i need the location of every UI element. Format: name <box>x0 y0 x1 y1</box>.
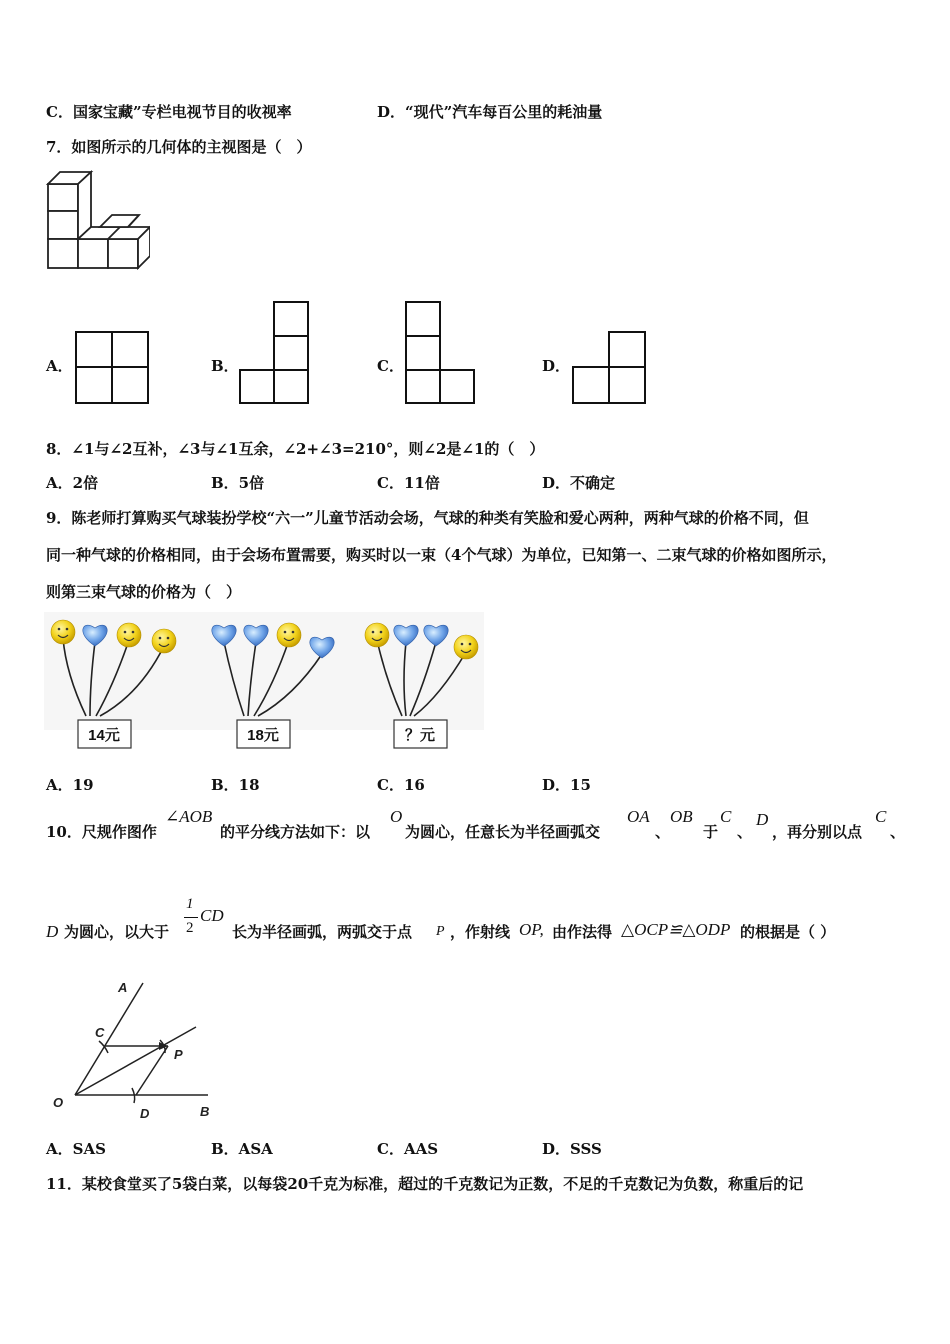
q9-balloon-figure <box>44 612 484 754</box>
q10-ray-ob: OB <box>670 807 693 826</box>
smiley-balloon <box>51 620 75 644</box>
q10-separator: 、 <box>737 823 753 841</box>
price-label: 14元 <box>88 727 120 744</box>
option-b-q8: B．5倍 <box>211 474 265 492</box>
q10-text-2: 的平分线方法如下：以 <box>220 823 371 841</box>
q10-point-d: D <box>756 810 769 829</box>
label-b: B <box>200 1104 210 1119</box>
q10-text-9: 由作法得 <box>552 923 613 941</box>
option-c-q10: C．AAS <box>377 1140 439 1158</box>
price-label: 18元 <box>247 727 279 744</box>
q10-congruence: △OCP≌△ODP <box>621 920 731 939</box>
option-c-q8: C．11倍 <box>377 474 440 492</box>
q10-fraction-denominator: 2 <box>186 920 194 936</box>
option-a-q9: A．19 <box>46 776 94 794</box>
option-d-q6: D．“现代”汽车每百公里的耗油量 <box>377 103 603 121</box>
q10-text-5: ，再分别以点 <box>772 823 863 841</box>
option-a-q10: A．SAS <box>46 1140 106 1158</box>
option-d-q8: D．不确定 <box>542 474 616 492</box>
q10-separator: 、 <box>890 823 906 841</box>
label-o: O <box>53 1095 64 1110</box>
q10-ray-op: OP, <box>519 920 544 939</box>
label-c: C <box>95 1025 105 1040</box>
label-a: A <box>118 980 128 995</box>
question-11-stem: 11．某校食堂买了5袋白菜，以每袋20千克为标准，超过的千克数记为正数，不足的千克数记为负数，称重后的记 <box>46 1175 804 1193</box>
cube-front-face <box>48 211 78 239</box>
q7-option-b-figure <box>238 300 310 405</box>
option-b-q10: B．ASA <box>211 1140 273 1158</box>
option-d-q10: D．SSS <box>542 1140 602 1158</box>
q7-option-d-figure <box>571 330 647 405</box>
q10-fraction-bar <box>184 917 198 918</box>
smiley-balloon <box>454 635 478 659</box>
q10-point-c: C <box>875 807 887 826</box>
smiley-balloon <box>365 623 389 647</box>
q10-angle-bisector-figure <box>48 975 218 1125</box>
q10-point-o: O <box>390 807 403 826</box>
q10-segment-cd: CD <box>200 906 224 925</box>
ray-oa <box>75 983 143 1095</box>
q10-text-10: 的根据是（ ） <box>740 923 836 941</box>
q7-option-a-figure <box>74 330 150 405</box>
question-7-stem: 7．如图所示的几何体的主视图是（ ） <box>46 138 312 156</box>
q10-angle-aob: ∠AOB <box>165 807 213 826</box>
option-b-q7: B． <box>211 357 239 375</box>
q10-text-4: 于 <box>703 823 719 841</box>
option-c-q6: C．国家宝藏”专栏电视节目的收视率 <box>46 103 292 121</box>
question-9-line-1: 9．陈老师打算购买气球装扮学校“六一”儿童节活动会场，气球的种类有笑脸和爱心两种，两种气球的价格不同，但 <box>46 509 809 527</box>
cube-front-face <box>48 239 78 268</box>
question-8-stem: 8．∠1与∠2互补，∠3与∠1互余，∠2+∠3=210°，则∠2是∠1的（ ） <box>46 440 545 458</box>
option-a-q8: A．2倍 <box>46 474 99 492</box>
question-9-line-3: 则第三束气球的价格为（ ） <box>46 583 242 601</box>
q7-solid-figure <box>40 165 150 275</box>
q10-ray-oa: OA <box>627 807 650 826</box>
option-a-q7: A． <box>46 357 73 375</box>
cube-front-face <box>78 239 108 268</box>
q10-separator: 、 <box>655 823 671 841</box>
q7-option-c-figure <box>404 300 476 405</box>
smiley-balloon <box>117 623 141 647</box>
option-c-q9: C．16 <box>377 776 425 794</box>
q10-fraction-numerator: 1 <box>186 896 194 912</box>
option-d-q7: D． <box>542 357 571 375</box>
cube-front-face <box>48 184 78 211</box>
q10-point-d: D <box>46 922 59 941</box>
option-b-q9: B．18 <box>211 776 260 794</box>
smiley-balloon <box>277 623 301 647</box>
option-d-q9: D．15 <box>542 776 591 794</box>
q10-text-6: 为圆心，以大于 <box>64 923 170 941</box>
label-p: P <box>174 1047 183 1062</box>
q10-text-8: ，作射线 <box>450 923 511 941</box>
price-label: ？元 <box>404 727 436 744</box>
smiley-balloon <box>152 629 176 653</box>
q10-text-7: 长为半径画弧，两弧交于点 <box>232 923 413 941</box>
question-9-line-2: 同一种气球的价格相同，由于会场布置需要，购买时以一束（4个气球）为单位，已知第一、二束气球的价格如图所示， <box>46 546 837 564</box>
q10-text-3: 为圆心，任意长为半径画弧交 <box>405 823 601 841</box>
segment-dp <box>136 1046 168 1095</box>
q10-point-c: C <box>720 807 732 826</box>
option-c-q7: C． <box>377 357 404 375</box>
label-d: D <box>140 1106 150 1121</box>
q10-text-1: 10．尺规作图作 <box>46 823 157 841</box>
q10-point-p: P <box>436 924 445 939</box>
